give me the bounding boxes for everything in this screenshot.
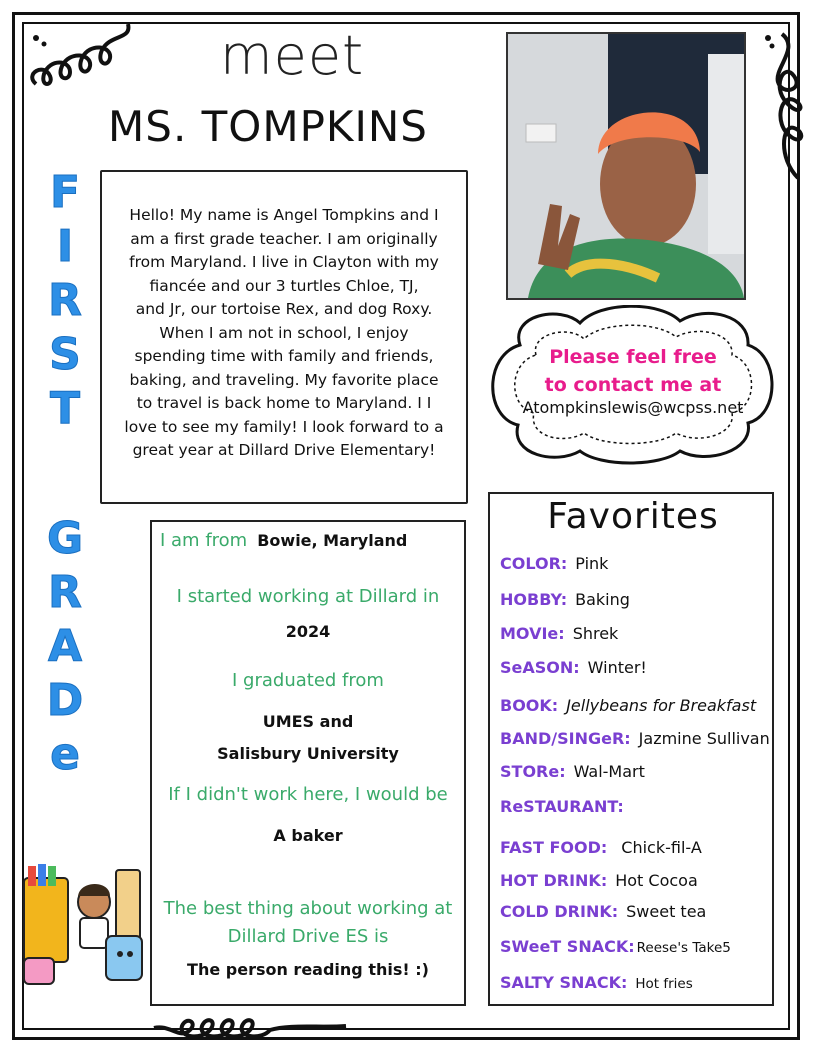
swirl-doodle-bottom <box>150 1010 350 1050</box>
teacher-photo <box>506 32 746 300</box>
letter: S <box>49 329 81 380</box>
letter: e <box>50 729 80 780</box>
favorite-color: COLOR: Pink <box>500 554 609 573</box>
swirl-doodle-top-right <box>760 28 810 188</box>
meet-heading: meet <box>220 24 365 87</box>
favorite-book: BOOK: Jellybeans for Breakfast <box>500 696 757 715</box>
bio-line: love to see my family! I look forward to a <box>124 417 444 436</box>
from-row <box>160 530 460 551</box>
work-answer: A baker <box>273 826 343 845</box>
letter: R <box>48 275 82 326</box>
graduated-answer-line-2: Salisbury University <box>217 744 399 763</box>
favorites-title: Favorites <box>547 496 719 537</box>
bio-line: great year at Dillard Drive Elementary! <box>132 441 436 459</box>
bio-line: to travel is back home to Maryland. I I <box>136 394 432 412</box>
work-question: If I didn't work here, I would be <box>168 784 448 805</box>
from-answer: Bowie, Maryland <box>257 531 408 550</box>
favorite-store: STORe: Wal-Mart <box>500 762 645 781</box>
vertical-word-first <box>40 166 90 436</box>
bio-line: fiancée and our 3 turtles Chloe, TJ, <box>149 276 419 295</box>
favorite-hot-drink: HOT DRINK: Hot Cocoa <box>500 871 698 890</box>
favorite-restaurant: ReSTAURANT: <box>500 797 624 816</box>
favorite-salty-snack: SALTY SNACK: Hot fries <box>500 973 693 992</box>
contact-email[interactable]: Atompkinslewis@wcpss.net <box>522 398 744 417</box>
letter: A <box>47 621 83 672</box>
letter: I <box>56 221 74 272</box>
favorite-band-singer: BAND/SINGeR: Jazmine Sullivan <box>500 729 770 748</box>
favorite-cold-drink: COLD DRINK: Sweet tea <box>500 902 707 921</box>
bio-text <box>108 204 460 463</box>
letter: G <box>46 513 84 564</box>
bio-line: from Maryland. I live in Clayton with my <box>129 253 439 271</box>
favorite-hobby: HOBBY: Baking <box>500 590 630 609</box>
letter: T <box>49 383 80 434</box>
graduated-question: I graduated from <box>232 670 384 691</box>
letter: R <box>48 567 82 618</box>
bio-line: Hello! My name is Angel Tompkins and I <box>129 206 439 224</box>
favorite-movie: MOVIe: Shrek <box>500 624 619 643</box>
bio-line: When I am not in school, I enjoy <box>159 323 409 342</box>
contact-heading-line-2: to contact me at <box>544 374 722 396</box>
started-question: I started working at Dillard in <box>176 586 440 607</box>
contact-heading-line-1: Please feel free <box>549 346 717 368</box>
favorite-sweet-snack: SWeeT SNACK: Reese's Take5 <box>500 937 731 956</box>
favorite-fast-food: FAST FOOD: Chick-fil-A <box>500 838 702 857</box>
from-question: I am from <box>160 530 248 551</box>
letter: F <box>49 167 81 218</box>
bio-line: and Jr, our tortoise Rex, and dog Roxy. <box>135 300 433 318</box>
started-answer: 2024 <box>285 622 331 641</box>
vertical-word-grade <box>40 512 90 782</box>
swirl-doodle-top-left <box>14 14 144 104</box>
best-answer: The person reading this! :) <box>187 960 429 979</box>
bio-line: spending time with family and friends, <box>134 347 434 365</box>
bio-line: am a first grade teacher. I am originally <box>130 229 438 248</box>
best-question-line-2: Dillard Drive ES is <box>227 926 389 947</box>
school-supplies-clipart <box>20 862 152 994</box>
letter: D <box>46 675 84 726</box>
graduated-answer-line-1: UMES and <box>262 712 354 731</box>
bio-line: baking, and traveling. My favorite place <box>129 370 439 389</box>
best-question-line-1: The best thing about working at <box>163 898 453 919</box>
teacher-name: MS. TOMPKINS <box>108 102 428 151</box>
favorite-season: SeASON: Winter! <box>500 658 647 677</box>
